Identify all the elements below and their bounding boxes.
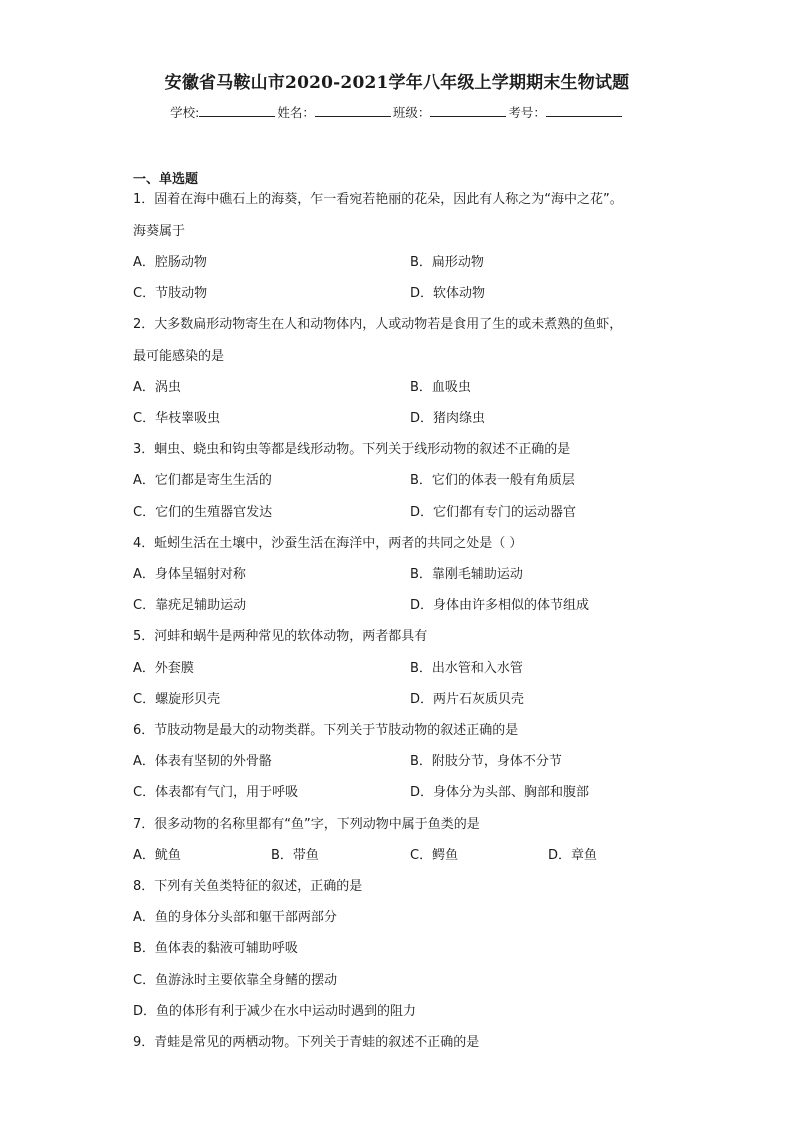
question-4-option-b[interactable]: B．靠刚毛辅助运动: [410, 567, 523, 582]
question-1-option-c[interactable]: C．节肢动物: [133, 286, 208, 301]
question-5-option-d[interactable]: D．两片石灰质贝壳: [410, 692, 525, 707]
name-label: 姓名：: [277, 105, 315, 120]
question-8-option-d[interactable]: D．鱼的体形有利于减少在水中运动时遇到的阻力: [133, 1004, 417, 1019]
question-8-option-c[interactable]: C．鱼游泳时主要依靠全身鳍的摆动: [133, 973, 338, 988]
question-1-stem: 1．固着在海中礁石上的海葵，乍一看宛若艳丽的花朵，因此有人称之为“海中之花”。: [133, 192, 623, 207]
question-7-option-a[interactable]: A．鱿鱼: [133, 848, 181, 863]
section-heading: 一、单选题: [133, 172, 199, 187]
school-blank[interactable]: [199, 104, 275, 117]
question-7-option-b[interactable]: B．带鱼: [271, 848, 319, 863]
question-8-option-a[interactable]: A．鱼的身体分头部和躯干部两部分: [133, 910, 337, 925]
question-5-option-b[interactable]: B．出水管和入水管: [410, 661, 523, 676]
question-6-option-a[interactable]: A．体表有坚韧的外骨骼: [133, 754, 272, 769]
question-5-option-a[interactable]: A．外套膜: [133, 661, 194, 676]
question-1-option-d[interactable]: D．软体动物: [410, 286, 486, 301]
question-2-stem: 最可能感染的是: [133, 349, 225, 364]
page-title: 安徽省马鞍山市2020-2021学年八年级上学期期末生物试题: [164, 73, 630, 93]
question-5-stem: 5．河蚌和蜗牛是两种常见的软体动物，两者都具有: [133, 629, 428, 644]
question-2-option-c[interactable]: C．华枝睾吸虫: [133, 411, 221, 426]
question-8-stem: 8．下列有关鱼类特征的叙述，正确的是: [133, 879, 363, 894]
question-4-option-d[interactable]: D．身体由许多相似的体节组成: [410, 598, 590, 613]
number-label: 考号：: [508, 105, 546, 120]
question-9-stem: 9．青蛙是常见的两栖动物。下列关于青蛙的叙述不正确的是: [133, 1035, 480, 1050]
question-4-option-a[interactable]: A．身体呈辐射对称: [133, 567, 246, 582]
question-4-option-c[interactable]: C．靠疣足辅助运动: [133, 598, 247, 613]
question-2-option-a[interactable]: A．涡虫: [133, 380, 181, 395]
question-6-option-d[interactable]: D．身体分为头部、胸部和腹部: [410, 785, 590, 800]
question-1-option-a[interactable]: A．腔肠动物: [133, 255, 207, 270]
question-3-option-d[interactable]: D．它们都有专门的运动器官: [410, 505, 577, 520]
question-2-option-b[interactable]: B．血吸虫: [410, 380, 471, 395]
question-6-option-c[interactable]: C．体表都有气门，用于呼吸: [133, 785, 299, 800]
school-label: 学校:: [170, 105, 200, 120]
number-blank[interactable]: [546, 104, 622, 117]
question-4-stem: 4．蚯蚓生活在土壤中，沙蚕生活在海洋中，两者的共同之处是（ ）: [133, 536, 523, 551]
question-5-option-c[interactable]: C．螺旋形贝壳: [133, 692, 221, 707]
question-7-stem: 7．很多动物的名称里都有“鱼”字，下列动物中属于鱼类的是: [133, 817, 480, 832]
question-7-option-c[interactable]: C．鳄鱼: [410, 848, 459, 863]
question-6-stem: 6．节肢动物是最大的动物类群。下列关于节肢动物的叙述正确的是: [133, 723, 519, 738]
question-3-option-c[interactable]: C．它们的生殖器官发达: [133, 505, 273, 520]
question-3-option-b[interactable]: B．它们的体表一般有角质层: [410, 473, 575, 488]
question-6-option-b[interactable]: B．附肢分节，身体不分节: [410, 754, 562, 769]
question-1-stem: 海葵属于: [133, 224, 186, 239]
name-blank[interactable]: [315, 104, 391, 117]
question-3-option-a[interactable]: A．它们都是寄生生活的: [133, 473, 272, 488]
student-info-line: [0, 103, 794, 121]
question-3-stem: 3．蛔虫、蛲虫和钩虫等都是线形动物。下列关于线形动物的叙述不正确的是: [133, 442, 571, 457]
question-8-option-b[interactable]: B．鱼体表的黏液可辅助呼吸: [133, 941, 298, 956]
class-blank[interactable]: [430, 104, 506, 117]
question-7-option-d[interactable]: D．章鱼: [548, 848, 598, 863]
question-2-stem: 2．大多数扁形动物寄生在人和动物体内，人或动物若是食用了生的或未煮熟的鱼虾，: [133, 317, 623, 332]
class-label: 班级：: [392, 105, 431, 120]
question-1-option-b[interactable]: B．扁形动物: [410, 255, 484, 270]
question-2-option-d[interactable]: D．猪肉绦虫: [410, 411, 486, 426]
